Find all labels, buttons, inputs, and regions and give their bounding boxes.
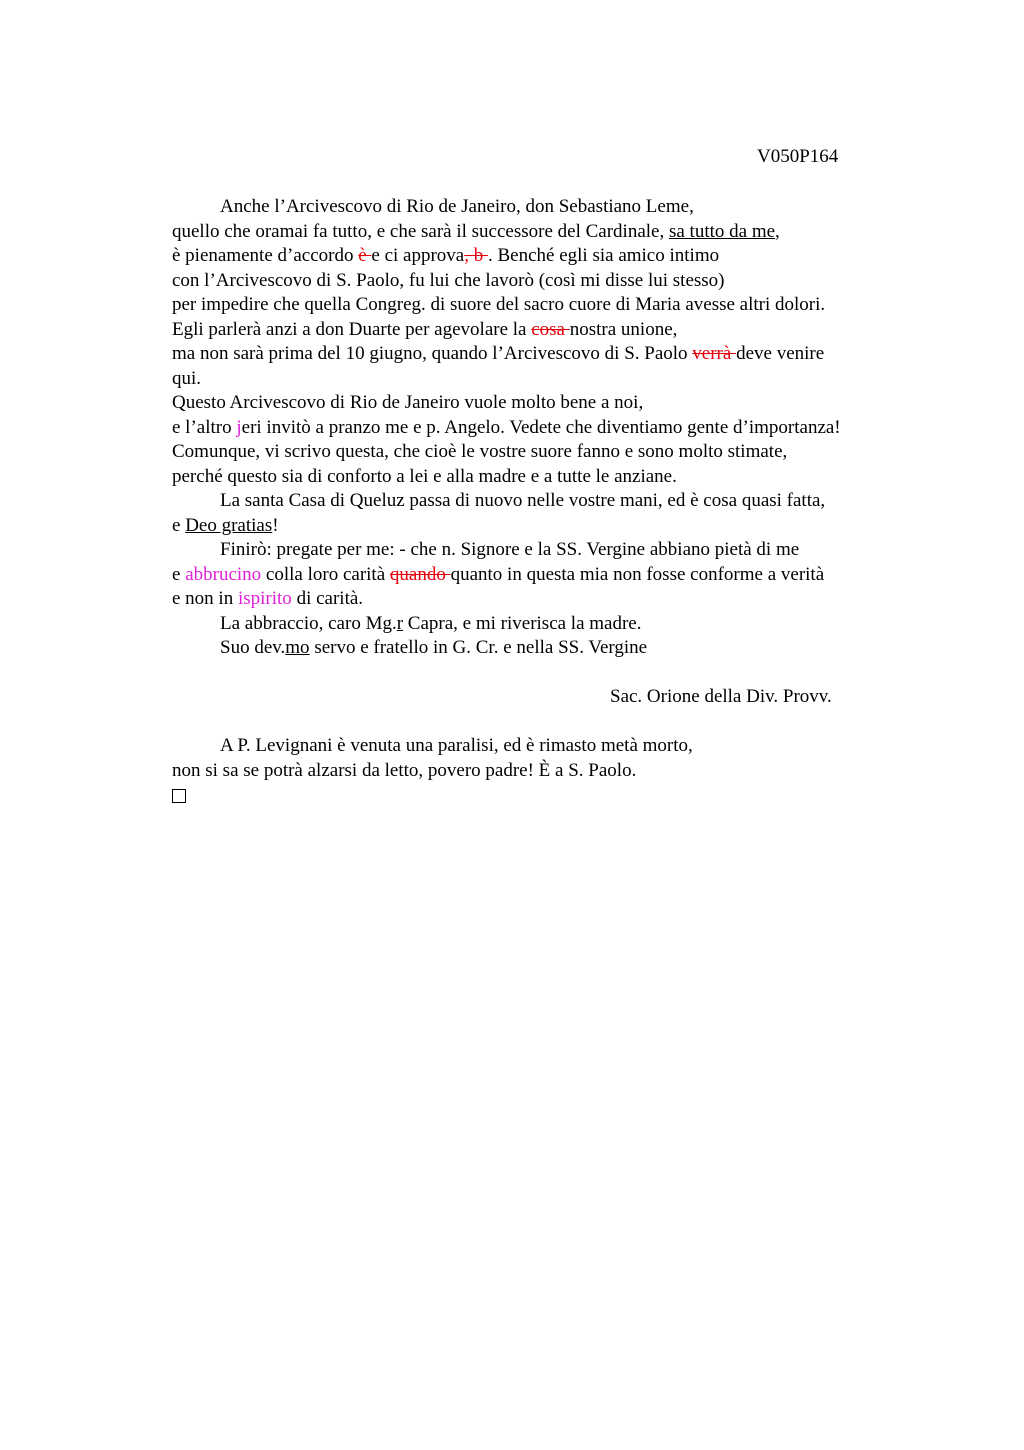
text-line: La abbraccio, caro Mg.r Capra, e mi riverisca la madre. (220, 612, 642, 634)
underlined-text: r (396, 612, 404, 634)
signature: Sac. Orione della Div. Provv. (610, 686, 832, 707)
inserted-text: abbrucino (185, 563, 262, 585)
text-line: quello che oramai fa tutto, e che sarà il successore del Cardinale, sa tutto da me, (172, 220, 780, 242)
text-line: Questo Arcivescovo di Rio de Janeiro vuole molto bene a noi, (172, 392, 644, 413)
deleted-text: è (358, 245, 372, 266)
text-line: con l’Arcivescovo di S. Paolo, fu lui che lavorò (così mi disse lui stesso) (172, 269, 725, 291)
text-line: perché questo sia di conforto a lei e alla madre e a tutte le anziane. (172, 465, 677, 487)
text-line: Anche l’Arcivescovo di Rio de Janeiro, don Sebastiano Leme, (220, 196, 694, 217)
underlined-text: Deo gratias (185, 514, 273, 536)
text-line: e abbrucino colla loro carità quando quanto in questa mia non fosse conforme a verità (172, 563, 825, 585)
text-line: e Deo gratias! (172, 514, 279, 536)
text-line: per impedire che quella Congreg. di suore del sacro cuore di Maria avesse altri dolori. (172, 294, 826, 315)
text-line: e non in ispirito di carità. (172, 588, 364, 609)
text-line: Suo dev.mo servo e fratello in G. Cr. e nella SS. Vergine (220, 637, 648, 658)
text-line: La santa Casa di Queluz passa di nuovo nelle vostre mani, ed è cosa quasi fatta, (220, 490, 826, 511)
letter-body (172, 195, 932, 811)
inserted-text: ispirito (237, 588, 292, 609)
underlined-text: sa tutto da me (668, 220, 776, 242)
postscript-line: non si sa se potrà alzarsi da letto, povero padre! È a S. Paolo. (172, 759, 637, 781)
text-line: qui. (172, 367, 202, 389)
deleted-text: cosa (531, 318, 570, 340)
deleted-text: verrà (692, 343, 737, 364)
text-line: ma non sarà prima del 10 giugno, quando l’Arcivescovo di S. Paolo verrà deve venire (172, 343, 825, 364)
text-line: Egli parlerà anzi a don Duarte per agevolare la cosa nostra unione, (172, 318, 678, 340)
text-line: Finirò: pregate per me: - che n. Signore e la SS. Vergine abbiano pietà di me (220, 539, 800, 560)
text-line: e l’altro jeri invitò a pranzo me e p. Angelo. Vedete che diventiamo gente d’importanza! (172, 416, 841, 438)
inserted-text: j (236, 416, 242, 438)
text-line: è pienamente d’accordo è e ci approva, b . Benché egli sia amico intimo (172, 245, 720, 266)
postscript-line: A P. Levignani è venuta una paralisi, ed è rimasto metà morto, (220, 735, 693, 756)
deleted-text: quando (389, 563, 451, 585)
text-line: Comunque, vi scrivo questa, che cioè le vostre suore fanno e sono molto stimate, (172, 441, 788, 462)
document-id: V050P164 (757, 146, 839, 167)
empty-square-icon (172, 789, 186, 803)
underlined-text: mo (285, 637, 310, 658)
end-marker (172, 783, 932, 811)
deleted-text: , b (464, 245, 488, 266)
